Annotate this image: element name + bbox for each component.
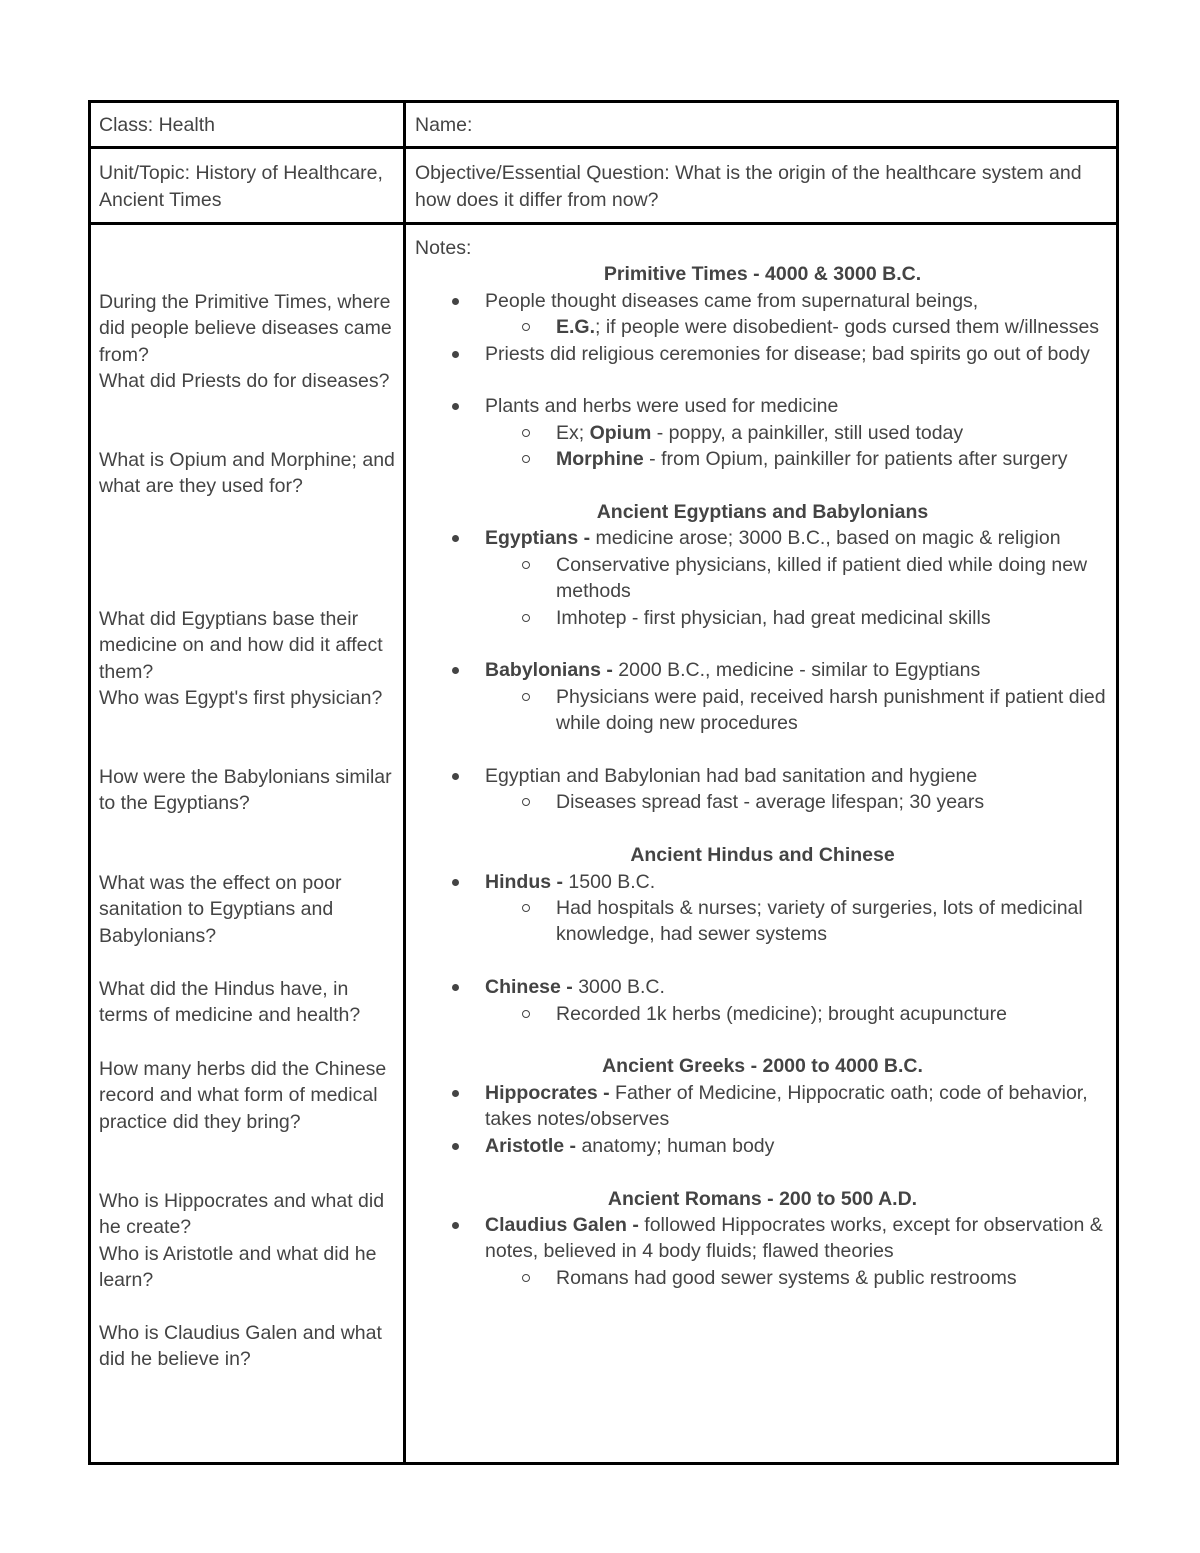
- question: What is Opium and Morphine; and what are they used for?: [99, 449, 395, 498]
- sub-bullet-item: E.G.; if people were disobedient- gods cursed them w/illnesses: [415, 314, 1110, 340]
- sub-bullet-item: Had hospitals & nurses; variety of surgeries, lots of medicinal knowledge, had sewer systems: [415, 895, 1110, 948]
- sub-bullet-item: Physicians were paid, received harsh punishment if patient died while doing new procedures: [415, 684, 1110, 737]
- notes-label: Notes:: [415, 237, 472, 259]
- sub-bullet-item: Morphine - from Opium, painkiller for patients after surgery: [415, 446, 1110, 472]
- bullet-item: Priests did religious ceremonies for disease; bad spirits go out of body: [415, 341, 1110, 367]
- name-field[interactable]: Name:: [415, 114, 473, 136]
- bullet-item: People thought diseases came from supernatural beings,: [415, 288, 1110, 314]
- section-heading: Ancient Hindus and Chinese: [630, 844, 895, 867]
- bullet-item: Hippocrates - Father of Medicine, Hippocratic oath; code of behavior, takes notes/observes: [415, 1080, 1110, 1133]
- section-heading: Ancient Egyptians and Babylonians: [596, 501, 929, 524]
- question: How were the Babylonians similar to the Egyptians?: [99, 766, 392, 815]
- question: What did Egyptians base their medicine on and how did it affect them?: [99, 608, 383, 683]
- sub-bullet-item: Conservative physicians, killed if patient died while doing new methods: [415, 552, 1110, 605]
- question: How many herbs did the Chinese record and what form of medical practice did they bring?: [99, 1058, 387, 1133]
- bullet-item: Chinese - 3000 B.C.: [415, 974, 1110, 1000]
- section-heading: Ancient Greeks - 2000 to 4000 B.C.: [602, 1055, 923, 1078]
- question: What did Priests do for diseases?: [99, 370, 390, 392]
- bullet-item: Egyptian and Babylonian had bad sanitation and hygiene: [415, 763, 1110, 789]
- sub-bullet-item: Diseases spread fast - average lifespan; 30 years: [415, 789, 1110, 815]
- question: Who is Hippocrates and what did he create?: [99, 1190, 385, 1239]
- section-heading: Primitive Times - 4000 & 3000 B.C.: [603, 263, 922, 286]
- bullet-item: Hindus - 1500 B.C.: [415, 869, 1110, 895]
- class-label: Class: Health: [99, 114, 215, 136]
- sub-bullet-item: Ex; Opium - poppy, a painkiller, still used today: [415, 420, 1110, 446]
- bullet-item: Claudius Galen - followed Hippocrates works, except for observation & notes, believed in 4 body fluids; flawed theories: [415, 1212, 1110, 1265]
- column-divider: [403, 100, 406, 1465]
- question: During the Primitive Times, where did people believe diseases came from?: [99, 291, 392, 366]
- bullet-item: Aristotle - anatomy; human body: [415, 1133, 1110, 1159]
- unit-topic: Unit/Topic: History of Healthcare, Ancient Times: [99, 162, 383, 211]
- bullet-item: Babylonians - 2000 B.C., medicine - similar to Egyptians: [415, 657, 1110, 683]
- notes-column: [415, 235, 1110, 1291]
- sub-bullet-item: Recorded 1k herbs (medicine); brought acupuncture: [415, 1001, 1110, 1027]
- question: What was the effect on poor sanitation to Egyptians and Babylonians?: [99, 872, 342, 947]
- bullet-item: Plants and herbs were used for medicine: [415, 393, 1110, 419]
- row-divider: [88, 146, 1119, 149]
- objective: Objective/Essential Question: What is the origin of the healthcare system and how does it differ from now?: [415, 162, 1082, 211]
- bullet-item: Egyptians - medicine arose; 3000 B.C., based on magic & religion: [415, 525, 1110, 551]
- row-divider: [88, 222, 1119, 225]
- question: Who was Egypt's first physician?: [99, 687, 383, 709]
- question: Who is Aristotle and what did he learn?: [99, 1243, 377, 1292]
- sub-bullet-item: Imhotep - first physician, had great medicinal skills: [415, 605, 1110, 631]
- sub-bullet-item: Romans had good sewer systems & public restrooms: [415, 1265, 1110, 1291]
- question: Who is Claudius Galen and what did he believe in?: [99, 1322, 382, 1371]
- section-heading: Ancient Romans - 200 to 500 A.D.: [607, 1187, 918, 1210]
- question: What did the Hindus have, in terms of medicine and health?: [99, 978, 361, 1027]
